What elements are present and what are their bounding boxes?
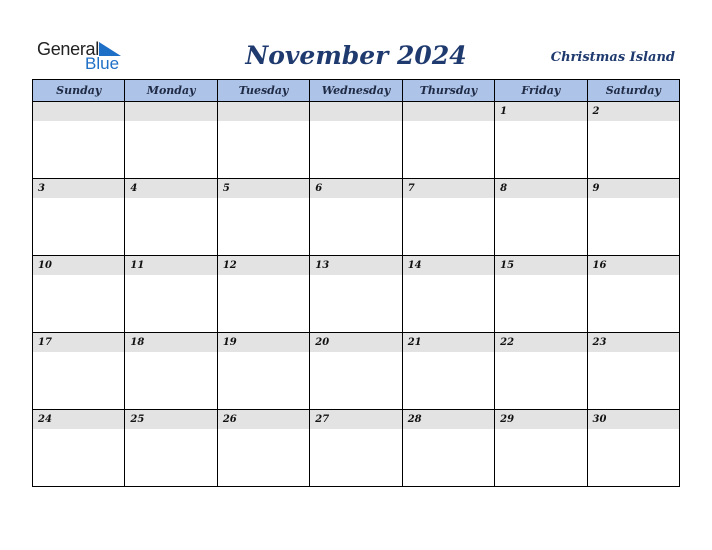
day-number: 20: [315, 337, 330, 348]
weekday-sunday: Sunday: [33, 80, 125, 102]
day-number: 17: [38, 337, 52, 348]
day-number-band: [588, 102, 679, 121]
page-title: November 2024: [245, 41, 467, 70]
day-number: 3: [38, 183, 45, 194]
day-number-band: [403, 410, 494, 429]
day-number-band: [310, 256, 401, 275]
day-cell[interactable]: [587, 179, 679, 256]
weekday-saturday: Saturday: [587, 80, 679, 102]
day-number-band: [403, 179, 494, 198]
day-number: 21: [407, 337, 422, 348]
day-number: 9: [592, 183, 600, 194]
logo-word-general: General: [37, 39, 99, 59]
day-number-band: [495, 410, 586, 429]
weekday-monday: Monday: [125, 80, 217, 102]
day-number-band: [403, 256, 494, 275]
day-cell[interactable]: [33, 410, 125, 487]
day-number: 10: [38, 260, 52, 271]
day-cell[interactable]: [402, 256, 494, 333]
weekday-wednesday: Wednesday: [310, 80, 402, 102]
day-cell[interactable]: [125, 179, 217, 256]
day-cell[interactable]: [495, 256, 587, 333]
day-number: 18: [130, 337, 145, 348]
weekday-header-row: [33, 80, 680, 102]
day-cell[interactable]: [587, 256, 679, 333]
day-number-band: [310, 333, 401, 352]
day-cell[interactable]: [217, 410, 309, 487]
day-cell[interactable]: [310, 410, 402, 487]
day-cell[interactable]: [33, 333, 125, 410]
day-number: 2: [592, 106, 600, 117]
week-row: [33, 333, 680, 410]
day-cell[interactable]: [310, 256, 402, 333]
day-number-band: [310, 179, 401, 198]
day-number-band: [125, 102, 216, 121]
day-cell[interactable]: [33, 102, 125, 179]
day-cell[interactable]: [587, 102, 679, 179]
day-number-band: [33, 102, 124, 121]
day-number-band: [403, 102, 494, 121]
day-number: 1: [500, 106, 508, 117]
day-cell[interactable]: [402, 410, 494, 487]
weekday-thursday: Thursday: [402, 80, 494, 102]
day-number: 30: [592, 414, 607, 425]
week-row: [33, 102, 680, 179]
day-cell[interactable]: [495, 102, 587, 179]
day-number-band: [588, 179, 679, 198]
day-number-band: [495, 333, 586, 352]
day-number-band: [310, 102, 401, 121]
day-cell[interactable]: [495, 333, 587, 410]
day-number-band: [588, 410, 679, 429]
day-number: 5: [222, 183, 230, 194]
day-cell[interactable]: [125, 333, 217, 410]
day-cell[interactable]: [125, 256, 217, 333]
day-number: 4: [130, 183, 138, 194]
day-number-band: [33, 179, 124, 198]
day-number-band: [218, 410, 309, 429]
day-number-band: [33, 256, 124, 275]
day-cell[interactable]: [33, 256, 125, 333]
day-number-band: [218, 333, 309, 352]
day-cell[interactable]: [402, 333, 494, 410]
day-number: 19: [222, 337, 237, 348]
day-cell[interactable]: [310, 179, 402, 256]
weekday-friday: Friday: [495, 80, 587, 102]
day-number: 22: [500, 337, 515, 348]
day-cell[interactable]: [402, 179, 494, 256]
week-row: [33, 256, 680, 333]
day-number: 16: [592, 260, 607, 271]
day-cell[interactable]: [587, 410, 679, 487]
day-number-band: [125, 410, 216, 429]
day-number-band: [495, 256, 586, 275]
day-number-band: [588, 333, 679, 352]
day-cell[interactable]: [310, 333, 402, 410]
day-number: 27: [315, 414, 330, 425]
calendar-grid: [32, 79, 680, 487]
day-cell[interactable]: [217, 102, 309, 179]
day-number-band: [33, 410, 124, 429]
day-cell[interactable]: [402, 102, 494, 179]
day-number-band: [33, 333, 124, 352]
day-number-band: [495, 102, 586, 121]
day-number-band: [125, 179, 216, 198]
week-row: [33, 410, 680, 487]
day-number: 11: [130, 260, 145, 271]
day-cell[interactable]: [217, 333, 309, 410]
day-cell[interactable]: [125, 410, 217, 487]
day-cell[interactable]: [33, 179, 125, 256]
day-number: 6: [315, 183, 323, 194]
day-cell[interactable]: [310, 102, 402, 179]
day-number: 24: [38, 414, 52, 425]
region-label: Christmas Island: [550, 50, 675, 65]
day-number: 23: [592, 337, 607, 348]
day-cell[interactable]: [587, 333, 679, 410]
day-number: 7: [407, 183, 415, 194]
day-number-band: [403, 333, 494, 352]
day-number-band: [218, 102, 309, 121]
day-cell[interactable]: [217, 256, 309, 333]
day-number: 25: [130, 414, 145, 425]
day-number: 14: [407, 260, 422, 271]
day-number-band: [218, 179, 309, 198]
day-number-band: [310, 410, 401, 429]
day-number-band: [495, 179, 586, 198]
day-cell[interactable]: [217, 179, 309, 256]
day-number: 12: [222, 260, 237, 271]
day-cell[interactable]: [495, 179, 587, 256]
week-row: [33, 179, 680, 256]
calendar-body: [33, 102, 680, 487]
day-number: 26: [222, 414, 237, 425]
day-number: 13: [315, 260, 330, 271]
day-number-band: [588, 256, 679, 275]
day-number: 28: [407, 414, 422, 425]
logo-word-blue: Blue: [85, 54, 120, 73]
day-number: 8: [500, 183, 508, 194]
day-number-band: [125, 333, 216, 352]
day-number: 29: [500, 414, 515, 425]
day-cell[interactable]: [125, 102, 217, 179]
weekday-tuesday: Tuesday: [217, 80, 309, 102]
day-cell[interactable]: [495, 410, 587, 487]
day-number: 15: [500, 260, 515, 271]
day-number-band: [125, 256, 216, 275]
day-number-band: [218, 256, 309, 275]
